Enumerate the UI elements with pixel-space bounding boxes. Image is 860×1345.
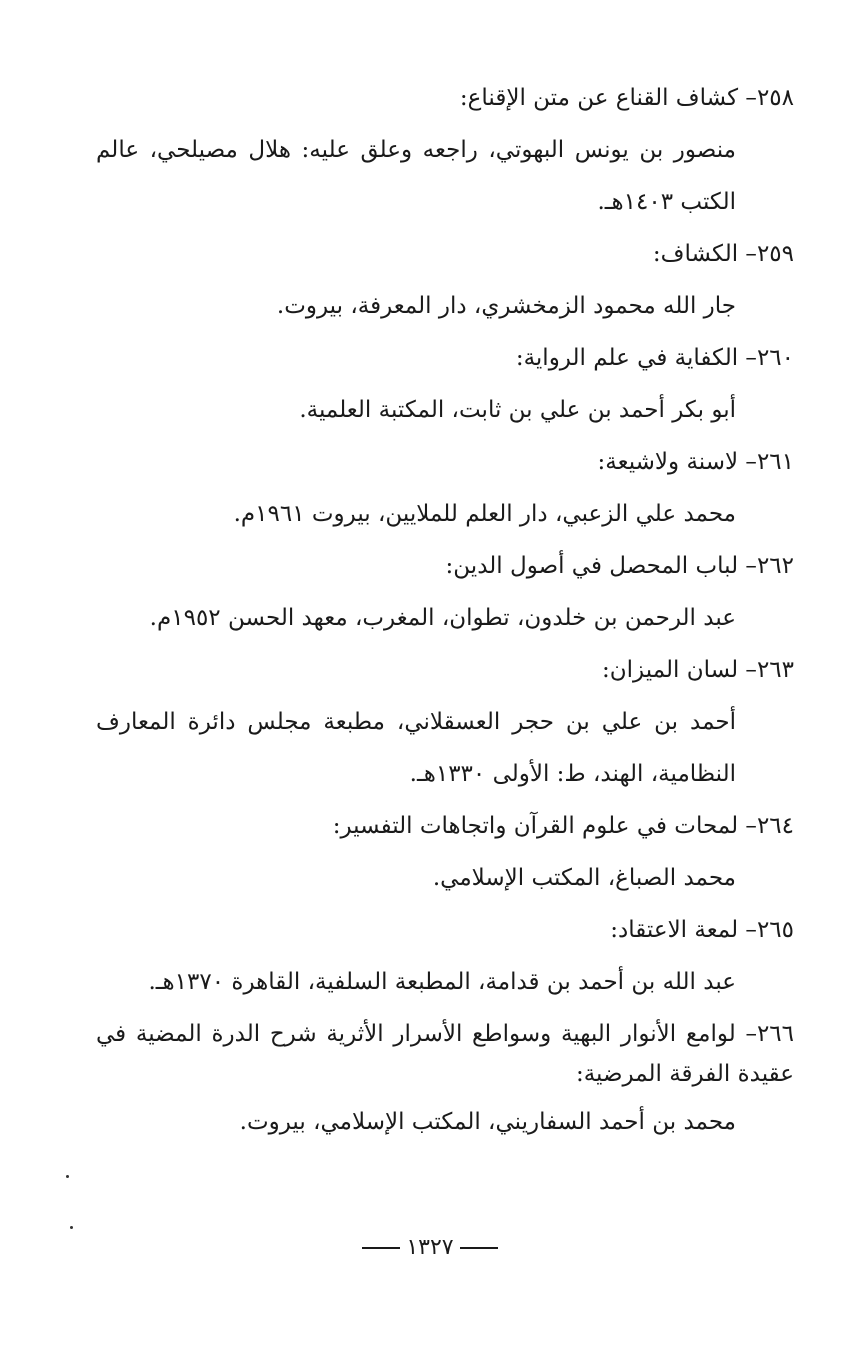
entry-detail: عبد الرحمن بن خلدون، تطوان، المغرب، معهد الحسن ١٩٥٢م. <box>149 605 736 631</box>
entry-title: لوامع الأنوار البهية وسواطع الأسرار الأثرية شرح الدرة المضية في عقيدة الفرقة المرضية: <box>96 1021 794 1087</box>
entry-title-line: ٢٦٠– الكفاية في علم الرواية: <box>515 345 794 371</box>
entry-title-line: ٢٥٨– كشاف القناع عن متن الإقناع: <box>459 85 794 111</box>
page-footer <box>0 1228 860 1268</box>
bibliography-entry <box>96 540 794 644</box>
bibliography-entry <box>96 72 794 228</box>
entry-detail: أحمد بن علي بن حجر العسقلاني، مطبعة مجلس دائرة المعارف النظامية، الهند، ط: الأولى ١٣٣٠هـ. <box>96 709 736 787</box>
entry-detail: عبد الله بن أحمد بن قدامة، المطبعة السلفية، القاهرة ١٣٧٠هـ. <box>148 969 736 995</box>
entry-title-line: ٢٦٦– لوامع الأنوار البهية وسواطع الأسرار الأثرية شرح الدرة المضية في عقيدة الفرقة المرضية: <box>96 1021 795 1087</box>
entry-title-line: ٢٦٥– لمعة الاعتقاد: <box>610 917 794 943</box>
entry-number: ٢٦٢ <box>756 553 794 579</box>
entry-number: ٢٥٩ <box>756 241 794 267</box>
entry-title: لباب المحصل في أصول الدين: <box>445 553 739 579</box>
entry-number: ٢٦١ <box>756 449 794 475</box>
entry-title: لمعة الاعتقاد: <box>610 917 739 943</box>
entry-number: ٢٥٨ <box>756 85 794 111</box>
entry-detail: محمد الصباغ، المكتب الإسلامي. <box>432 865 736 891</box>
bibliography-entry <box>96 436 794 540</box>
entry-detail: أبو بكر أحمد بن علي بن ثابت، المكتبة العلمية. <box>299 397 736 423</box>
footer-dash-left <box>362 1247 400 1249</box>
entry-number: ٢٦٠ <box>756 345 794 371</box>
entry-title-line: ٢٥٩– الكشاف: <box>652 241 794 267</box>
bibliography-entry <box>96 904 794 1008</box>
entry-title-line: ٢٦١– لاسنة ولاشيعة: <box>597 449 794 475</box>
footer-dash-right <box>460 1247 498 1249</box>
scan-speck <box>70 1226 73 1229</box>
entry-title-line: ٢٦٤– لمحات في علوم القرآن واتجاهات التفسير: <box>332 813 794 839</box>
entry-detail: منصور بن يونس البهوتي، راجعه وعلق عليه: هلال مصيلحي، عالم الكتب ١٤٠٣هـ. <box>96 137 736 215</box>
entry-title: الكشاف: <box>652 241 739 267</box>
entry-title-line: ٢٦٢– لباب المحصل في أصول الدين: <box>445 553 794 579</box>
entry-title: لاسنة ولاشيعة: <box>597 449 739 475</box>
entry-detail: جار الله محمود الزمخشري، دار المعرفة، بيروت. <box>276 293 736 319</box>
entry-number: ٢٦٦ <box>756 1021 795 1047</box>
bibliography-entry <box>96 228 794 332</box>
bibliography-entry <box>96 1008 794 1148</box>
entry-title: لمحات في علوم القرآن واتجاهات التفسير: <box>332 813 739 839</box>
entry-number: ٢٦٣ <box>756 657 794 683</box>
bibliography-list <box>96 72 794 1148</box>
entry-number: ٢٦٥ <box>756 917 794 943</box>
entry-detail: محمد بن أحمد السفاريني، المكتب الإسلامي، بيروت. <box>239 1109 736 1135</box>
page-number: ١٣٢٧ <box>406 1235 454 1260</box>
entry-title: كشاف القناع عن متن الإقناع: <box>459 85 739 111</box>
bibliography-entry <box>96 332 794 436</box>
bibliography-entry <box>96 800 794 904</box>
scan-speck <box>66 1175 69 1178</box>
entry-number: ٢٦٤ <box>756 813 794 839</box>
entry-title-line: ٢٦٣– لسان الميزان: <box>602 657 794 683</box>
entry-title: الكفاية في علم الرواية: <box>515 345 739 371</box>
bibliography-entry <box>96 644 794 800</box>
entry-detail: محمد علي الزعبي، دار العلم للملايين، بيروت ١٩٦١م. <box>233 501 736 527</box>
entry-title: لسان الميزان: <box>602 657 739 683</box>
